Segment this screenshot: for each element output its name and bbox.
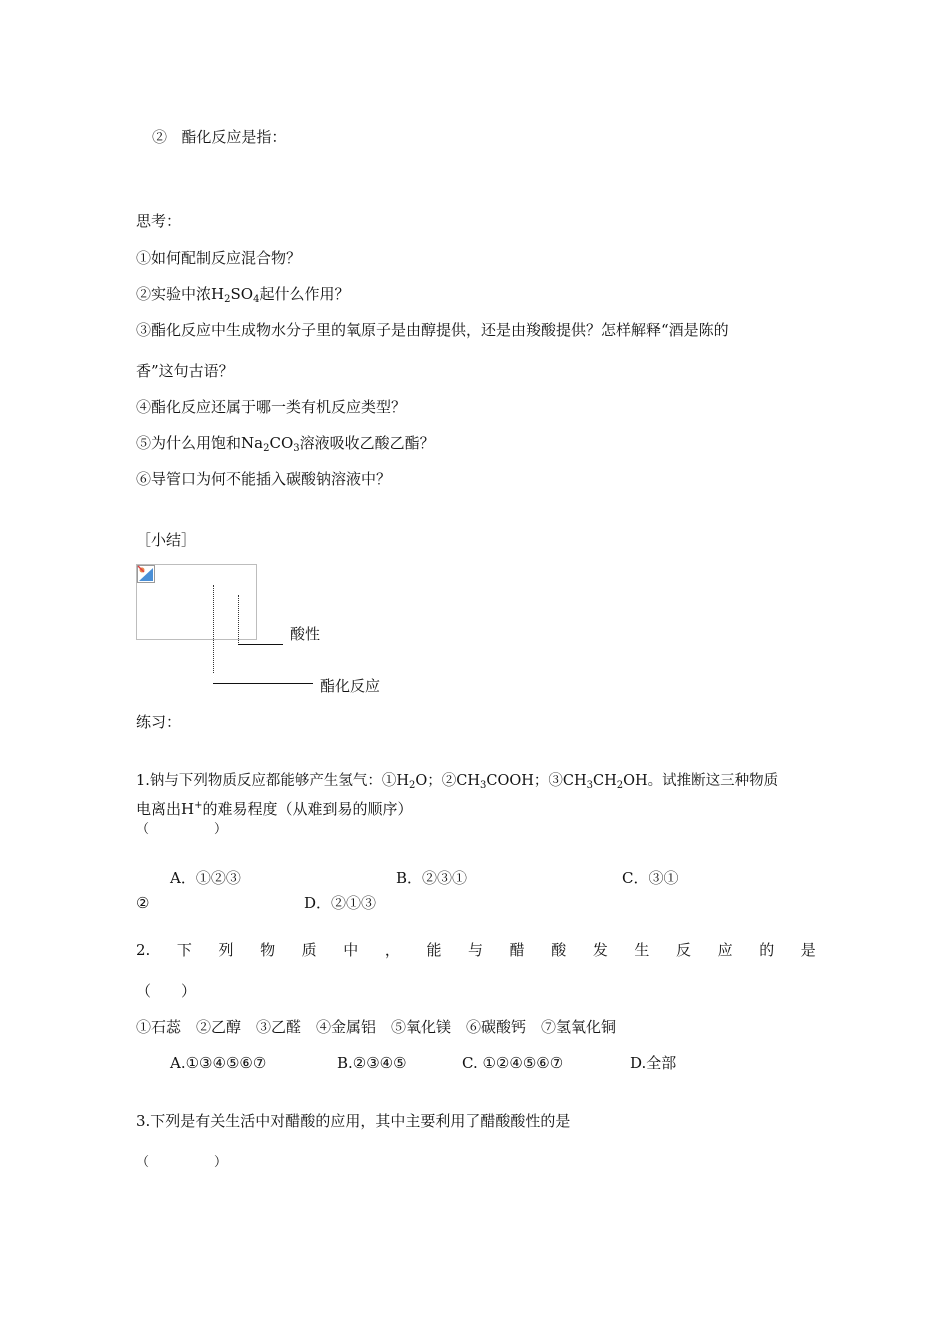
exercise-2-items: ①石蕊 ②乙醇 ③乙醛 ④金属铝 ⑤氧化镁 ⑥碳酸钙 ⑦氢氧化铜 bbox=[136, 1018, 617, 1036]
ester-definition-line bbox=[152, 127, 286, 147]
exercise-2-answer-paren: （ ） bbox=[136, 982, 197, 1000]
diagram-label-acidity: 酸性 bbox=[290, 625, 321, 643]
diagram-dotted-line-right bbox=[238, 595, 239, 643]
diagram-dotted-line-left bbox=[213, 585, 214, 673]
exercise-1-line-1: 1.钠与下列物质反应都能够产生氢气：$①H_2O$；$②CH_3COOH$；$③CH_3CH_2OH$。试推断这三种物质 bbox=[136, 773, 779, 791]
exercise-2-option-b: B.②③④⑤ bbox=[337, 1054, 407, 1072]
exercise-1-answer-paren: （ ） bbox=[136, 822, 228, 837]
think-question-2: ②实验中浓$H_2SO_4$起什么作用？ bbox=[136, 285, 350, 305]
diagram-branch-acidity bbox=[238, 644, 283, 645]
exercise-2-option-d: D.全部 bbox=[630, 1054, 677, 1072]
diagram-branch-esterification bbox=[213, 683, 313, 684]
think-question-1: ①如何配制反应混合物？ bbox=[136, 249, 302, 267]
think-question-3-line-2: 香”这句古语？ bbox=[136, 362, 234, 380]
exercise-1-option-c: C．③① bbox=[622, 869, 679, 887]
exercise-2-option-a: A.①③④⑤⑥⑦ bbox=[170, 1054, 267, 1072]
broken-image-icon bbox=[137, 565, 155, 583]
exercise-3-answer-paren: （ ） bbox=[136, 1155, 228, 1170]
exercise-2-question: 2. 下 列 物 质 中 ， 能 与 醋 酸 发 生 反 应 的 是 bbox=[136, 941, 816, 959]
think-question-4: ④酯化反应还属于哪一类有机反应类型？ bbox=[136, 398, 407, 416]
exercise-2-option-c: C. ①②④⑤⑥⑦ bbox=[462, 1054, 564, 1072]
exercise-1-option-d: D．②①③ bbox=[304, 894, 377, 912]
exercise-1-line-2: 电离出H+的难易程度（从难到易的顺序） bbox=[136, 800, 413, 818]
think-question-3-line-1: ③酯化反应中生成物水分子里的氧原子是由醇提供，还是由羧酸提供？怎样解释“酒是陈的 bbox=[136, 321, 729, 339]
exercise-1-option-c-continued: ② bbox=[136, 894, 150, 912]
circled-marker: ② bbox=[152, 128, 168, 146]
think-question-5: ⑤为什么用饱和$Na_2CO_3$溶液吸收乙酸乙酯？ bbox=[136, 434, 435, 454]
exercise-1-option-b: B．②③① bbox=[396, 869, 468, 887]
think-heading: 思考： bbox=[136, 212, 182, 230]
think-question-6: ⑥导管口为何不能插入碳酸钠溶液中？ bbox=[136, 470, 392, 488]
ester-definition-text: 酯化反应是指： bbox=[181, 128, 287, 146]
exercise-1-option-a: A．①②③ bbox=[170, 869, 241, 887]
summary-heading: ［小结］ bbox=[136, 531, 197, 549]
exercise-heading: 练习： bbox=[136, 713, 182, 731]
diagram-label-esterification: 酯化反应 bbox=[320, 677, 381, 695]
exercise-3-question: 3.下列是有关生活中对醋酸的应用，其中主要利用了醋酸酸性的是 bbox=[136, 1112, 571, 1130]
